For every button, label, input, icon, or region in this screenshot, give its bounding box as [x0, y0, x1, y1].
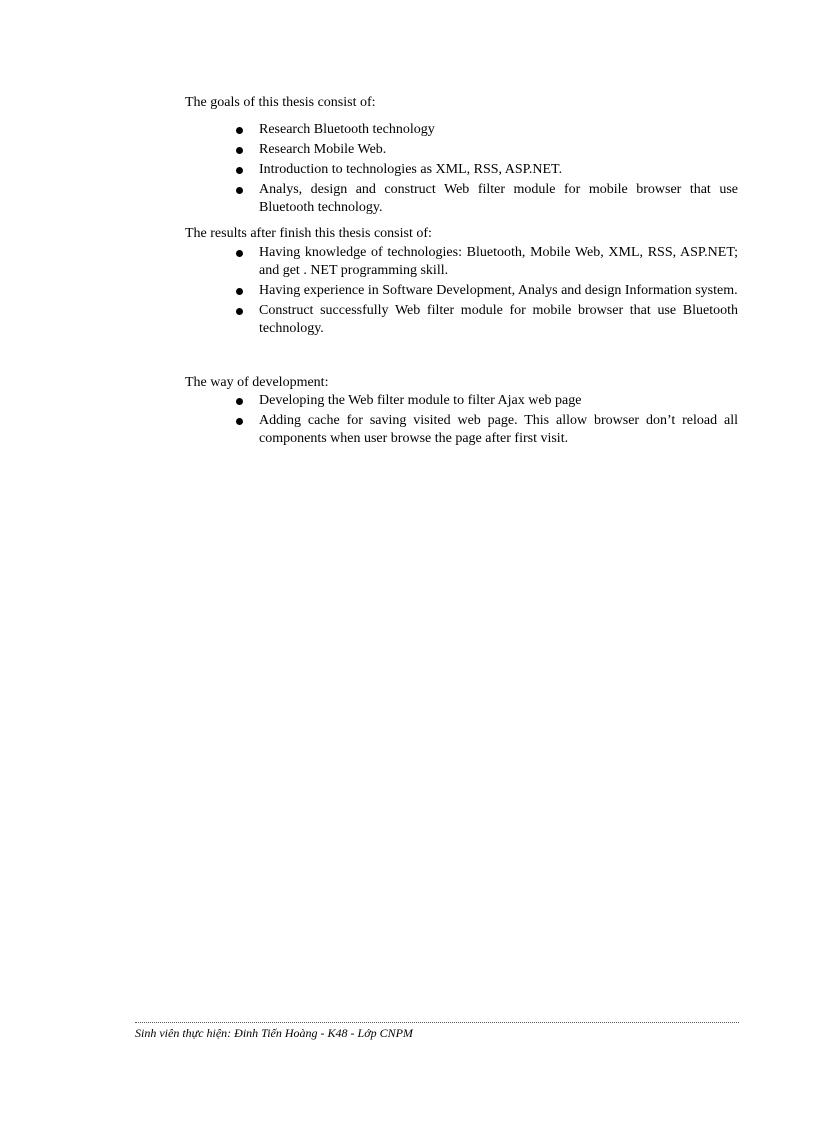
- list-item-text: Having knowledge of technologies: Bluetooth, Mobile Web, XML, RSS, ASP.NET; and get . NET programming skill.: [259, 245, 738, 278]
- bullet-list-goals: [233, 121, 738, 219]
- section-heading-goals: The goals of this thesis consist of:: [185, 95, 376, 110]
- list-item: [233, 181, 738, 217]
- list-item-text: Construct successfully Web filter module for mobile browser that use Bluetooth technology.: [259, 303, 738, 336]
- list-item-text: Having experience in Software Development, Analys and design Information system.: [259, 283, 738, 298]
- list-item: [233, 282, 738, 300]
- bullet-icon: [236, 308, 243, 315]
- section-heading-results: The results after finish this thesis consist of:: [185, 226, 432, 241]
- list-item: [233, 141, 738, 159]
- list-item-text: Developing the Web filter module to filter Ajax web page: [259, 393, 582, 408]
- list-item-text: Adding cache for saving visited web page. This allow browser don’t reload all components when user browse the page after first visit.: [259, 413, 738, 446]
- list-item: [233, 412, 738, 448]
- list-item: [233, 244, 738, 280]
- bullet-icon: [236, 127, 243, 134]
- bullet-icon: [236, 187, 243, 194]
- bullet-list-development: [233, 392, 738, 450]
- list-item-text: Research Mobile Web.: [259, 142, 387, 157]
- bullet-icon: [236, 288, 243, 295]
- bullet-icon: [236, 250, 243, 257]
- footer-text: Sinh viên thực hiện: Đinh Tiến Hoàng - K48 - Lớp CNPM: [135, 1026, 413, 1040]
- bullet-icon: [236, 147, 243, 154]
- section-heading-development: The way of development:: [185, 375, 329, 390]
- bullet-icon: [236, 398, 243, 405]
- list-item: [233, 121, 738, 139]
- bullet-list-results: [233, 244, 738, 340]
- list-item: [233, 392, 738, 410]
- list-item: [233, 302, 738, 338]
- list-item-text: Analys, design and construct Web filter module for mobile browser that use Bluetooth technology.: [259, 182, 738, 215]
- list-item-text: Research Bluetooth technology: [259, 122, 435, 137]
- bullet-icon: [236, 418, 243, 425]
- list-item-text: Introduction to technologies as XML, RSS, ASP.NET.: [259, 162, 563, 177]
- list-item: [233, 161, 738, 179]
- footer-divider: [135, 1022, 739, 1023]
- bullet-icon: [236, 167, 243, 174]
